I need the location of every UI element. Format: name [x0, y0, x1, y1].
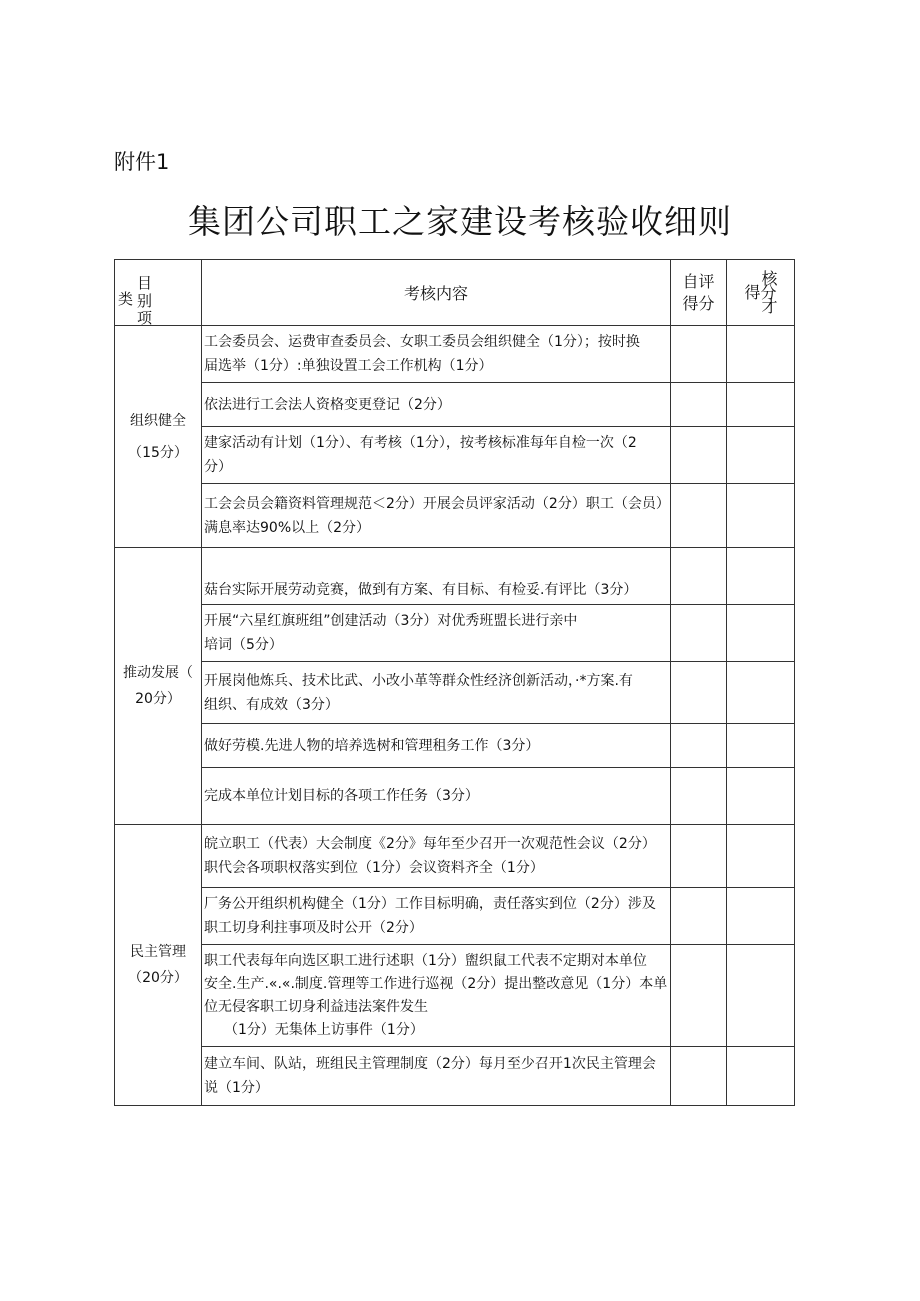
check-score-cell[interactable] — [727, 888, 795, 945]
item-line: 菇台实际开展劳动竞赛，做到有方案、有目标、有检妥.有评比（3分） — [204, 582, 638, 598]
check-score-cell[interactable] — [727, 427, 795, 484]
check-score-cell[interactable] — [727, 724, 795, 768]
table-row — [115, 768, 795, 825]
check-score-cell[interactable] — [727, 945, 795, 1047]
item-line: 建家活动有计划（1分）、有考核（1分），按考核标准每年自检一次（2 — [204, 435, 637, 451]
item-line: 职工代表每年向选区职工进行述职（1分）盥织鼠工代表不定期对本单位 — [204, 952, 647, 969]
category-cell — [115, 825, 202, 1106]
assessment-item — [202, 548, 671, 605]
assessment-item — [202, 768, 671, 825]
self-score-cell[interactable] — [671, 825, 727, 888]
item-line: 做好劳模.先进人物的培养选树和管理租务工作（3分） — [204, 737, 540, 754]
self-score-cell[interactable] — [671, 768, 727, 825]
item-line: 培词（5分） — [204, 637, 283, 653]
table-row — [115, 383, 795, 427]
table-row — [115, 427, 795, 484]
header-category-char: 类 — [118, 290, 134, 308]
assessment-item — [202, 945, 671, 1047]
item-line: 完成本单位计划目标的各项工作任务（3分） — [204, 788, 479, 804]
item-line: 开展岗他炼兵、技术比武、小改小革等群众性经济创新活动，·*方案.有 — [204, 672, 633, 689]
item-line: 工会会员会籍资料管理规范＜2分）开展会员评家活动（2分）职工（会员） — [204, 495, 670, 512]
assessment-item — [202, 1047, 671, 1106]
table-row — [115, 326, 795, 383]
header-check-score-line: 得分 — [744, 282, 777, 302]
table-row — [115, 945, 795, 1047]
header-check-score — [727, 260, 795, 326]
page-title: 集团公司职工之家建设考核验收细则 — [188, 202, 732, 241]
check-score-cell[interactable] — [727, 768, 795, 825]
item-line: 安全.生产.«.«.制度.管理等工作进行巡视（2分）提出整改意见（1分）本单 — [204, 975, 668, 992]
header-check-score-line: 核 — [761, 268, 778, 288]
item-line: （1分）无集体上访事件（1分） — [224, 1021, 424, 1038]
self-score-cell[interactable] — [671, 326, 727, 383]
assessment-item — [202, 724, 671, 768]
item-line: 职工切身利拄事项及时公开（2分） — [204, 920, 423, 936]
table-row — [115, 484, 795, 548]
item-line: 位无侵客职工切身利益违法案件发生 — [204, 998, 428, 1015]
item-line: 满息率达90%以上（2分） — [204, 519, 371, 536]
header-self-score — [671, 260, 727, 326]
assessment-item — [202, 326, 671, 383]
item-line: 届选举（1分）:单独设置工会工作机构（1分） — [204, 358, 493, 374]
check-score-cell[interactable] — [727, 605, 795, 662]
header-category-char: 别 — [137, 292, 153, 310]
category-name: 民主管理 — [130, 944, 186, 960]
assessment-item — [202, 662, 671, 724]
table-row — [115, 662, 795, 724]
category-name: 组织健全 — [130, 412, 186, 429]
assessment-item — [202, 605, 671, 662]
assessment-item — [202, 888, 671, 945]
item-line: 建立车间、队站，班组民主管理制度（2分）每月至少召开1次民主管理会 — [204, 1056, 656, 1072]
header-self-score-line: 得分 — [682, 293, 715, 313]
item-line: 皖立职工（代表）大会制度《2分》每年至少召开一次观范性会议（2分） — [204, 836, 656, 852]
check-score-cell[interactable] — [727, 548, 795, 605]
self-score-cell[interactable] — [671, 427, 727, 484]
item-line: 说（1分） — [204, 1080, 269, 1096]
check-score-cell[interactable] — [727, 825, 795, 888]
item-line: 依法进行工会法人资格变更登记（2分） — [204, 396, 451, 413]
category-cell — [115, 326, 202, 548]
item-line: 厂务公开组织机构健全（1分）工作目标明确，责任落实到位（2分）涉及 — [204, 896, 656, 912]
item-line: 组织、有成效（3分） — [204, 696, 339, 713]
assessment-table — [114, 259, 795, 1106]
table-row — [115, 1047, 795, 1106]
category-points: 20分） — [135, 691, 181, 707]
header-category-char: 项 — [137, 309, 153, 327]
self-score-cell[interactable] — [671, 945, 727, 1047]
attachment-label: 附件1 — [114, 150, 170, 174]
category-name: 推动发展（ — [123, 665, 193, 681]
item-line: 分） — [204, 459, 232, 475]
category-points: （15分） — [128, 444, 188, 461]
self-score-cell[interactable] — [671, 548, 727, 605]
assessment-item — [202, 427, 671, 484]
item-line: 开展“六星红旗班组”创建活动（3分）对优秀班盟长进行亲中 — [204, 613, 578, 629]
check-score-cell[interactable] — [727, 383, 795, 427]
check-score-cell[interactable] — [727, 326, 795, 383]
assessment-item — [202, 825, 671, 888]
table-row — [115, 548, 795, 605]
table-row — [115, 888, 795, 945]
item-line: 职代会各项职权落实到位（1分）会议资料齐全（1分） — [204, 860, 544, 876]
self-score-cell[interactable] — [671, 888, 727, 945]
self-score-cell[interactable] — [671, 383, 727, 427]
header-content: 考核内容 — [202, 260, 671, 326]
assessment-item — [202, 383, 671, 427]
check-score-cell[interactable] — [727, 484, 795, 548]
header-check-score-line: 才 — [761, 296, 778, 316]
check-score-cell[interactable] — [727, 1047, 795, 1106]
self-score-cell[interactable] — [671, 605, 727, 662]
header-category — [115, 260, 202, 326]
assessment-item — [202, 484, 671, 548]
self-score-cell[interactable] — [671, 1047, 727, 1106]
check-score-cell[interactable] — [727, 662, 795, 724]
category-points: （20分） — [128, 970, 188, 986]
header-self-score-line: 自评 — [682, 271, 715, 291]
header-row — [115, 260, 795, 326]
self-score-cell[interactable] — [671, 484, 727, 548]
self-score-cell[interactable] — [671, 724, 727, 768]
table-row — [115, 825, 795, 888]
table-row — [115, 724, 795, 768]
self-score-cell[interactable] — [671, 662, 727, 724]
header-category-char: 目 — [137, 274, 153, 292]
category-cell — [115, 548, 202, 825]
table-row — [115, 605, 795, 662]
item-line: 工会委员会、运费审查委员会、女职工委员会组织健全（1分）；按时换 — [204, 334, 640, 350]
